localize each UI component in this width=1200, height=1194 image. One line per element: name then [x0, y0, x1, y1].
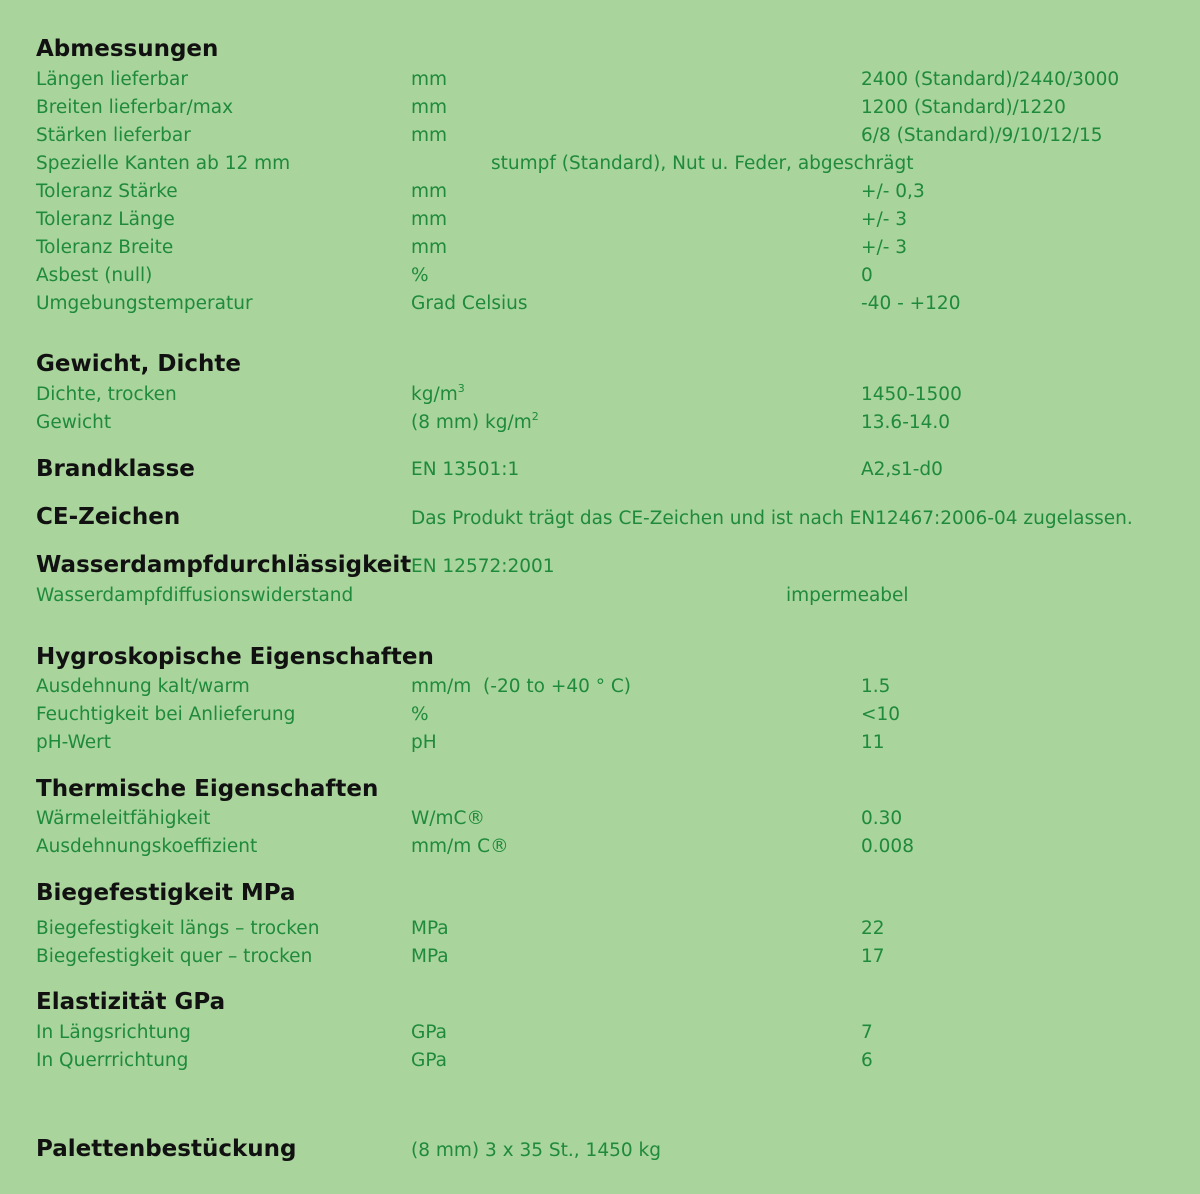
row-value: 1450-1500	[861, 384, 962, 405]
row-label: Toleranz Stärke	[36, 181, 178, 202]
row-feuchtigkeit	[0, 704, 1200, 732]
row-unit: mm	[411, 69, 448, 90]
row-dichte	[0, 384, 1200, 412]
row-unit: mm	[411, 237, 448, 258]
row-label: Wasserdampfdiffusionswiderstand	[36, 585, 354, 606]
row-value: <10	[861, 704, 901, 725]
row-unit: mm/m C®	[411, 836, 509, 857]
heading-ce-zeichen: CE-Zeichen	[36, 504, 181, 530]
row-value: impermeabel	[786, 585, 909, 606]
row-staerken	[0, 125, 1200, 153]
row-label: Ausdehnung kalt/warm	[36, 676, 250, 697]
row-value: 17	[861, 946, 885, 967]
row-value: 1.5	[861, 676, 891, 697]
unit-text: kg/m	[411, 384, 458, 405]
row-value: 0.30	[861, 808, 903, 829]
row-label: Dichte, trocken	[36, 384, 177, 405]
heading-wasserdampf: Wasserdampfdurchlässigkeit	[36, 552, 412, 578]
heading-abmessungen: Abmessungen	[36, 36, 219, 62]
row-biege-quer	[0, 946, 1200, 974]
row-ausdehnung	[0, 676, 1200, 704]
row-label: Toleranz Länge	[36, 209, 175, 230]
row-unit	[411, 412, 539, 433]
row-value: 13.6-14.0	[861, 412, 951, 433]
row-label: Wärmeleitfähigkeit	[36, 808, 211, 829]
row-breiten	[0, 97, 1200, 125]
row-value: -40 - +120	[861, 293, 961, 314]
row-unit	[411, 384, 465, 405]
heading-biegefestigkeit: Biegefestigkeit MPa	[36, 880, 296, 906]
row-label: In Querrrichtung	[36, 1050, 189, 1071]
row-umgebungstemperatur	[0, 293, 1200, 321]
row-value: 6/8 (Standard)/9/10/12/15	[861, 125, 1103, 146]
row-laengsrichtung	[0, 1022, 1200, 1050]
row-toleranz-breite	[0, 237, 1200, 265]
row-unit: MPa	[411, 946, 449, 967]
row-value: 0	[861, 265, 873, 286]
row-label: pH-Wert	[36, 732, 112, 753]
row-toleranz-staerke	[0, 181, 1200, 209]
row-value: A2,s1-d0	[861, 459, 943, 480]
row-unit: GPa	[411, 1022, 447, 1043]
row-value: 22	[861, 918, 885, 939]
row-ausdehnungskoeffizient	[0, 836, 1200, 864]
heading-gewicht-dichte: Gewicht, Dichte	[36, 351, 241, 377]
row-unit: mm	[411, 125, 448, 146]
row-label: Feuchtigkeit bei Anlieferung	[36, 704, 296, 725]
row-asbest	[0, 265, 1200, 293]
row-kanten	[0, 153, 1200, 181]
row-waermeleitfaehigkeit	[0, 808, 1200, 836]
row-value: 6	[861, 1050, 873, 1071]
row-ph-wert	[0, 732, 1200, 760]
ce-text: Das Produkt trägt das CE-Zeichen und ist nach EN12467:2006-04 zugelassen.	[411, 508, 1133, 529]
row-label: Stärken lieferbar	[36, 125, 191, 146]
row-unit: mm	[411, 209, 448, 230]
unit-superscript: 3	[457, 382, 465, 395]
row-wasserdampfdiffusion	[0, 585, 1200, 613]
row-unit: %	[411, 704, 429, 725]
row-gewicht	[0, 412, 1200, 440]
row-label: Breiten lieferbar/max	[36, 97, 234, 118]
row-value: +/- 3	[861, 237, 908, 258]
unit-text: (8 mm) kg/m	[411, 412, 532, 433]
palette-text: (8 mm) 3 x 35 St., 1450 kg	[411, 1140, 661, 1161]
row-unit: %	[411, 265, 429, 286]
row-unit: mm	[411, 181, 448, 202]
row-value: stumpf (Standard), Nut u. Feder, abgeschrägt	[491, 153, 914, 174]
heading-thermisch: Thermische Eigenschaften	[36, 776, 379, 802]
row-unit: MPa	[411, 918, 449, 939]
row-label: Gewicht	[36, 412, 112, 433]
row-unit: EN 13501:1	[411, 459, 520, 480]
row-unit: W/mC®	[411, 808, 485, 829]
row-label: Längen lieferbar	[36, 69, 188, 90]
row-value: +/- 0,3	[861, 181, 925, 202]
row-label: Biegefestigkeit quer – trocken	[36, 946, 313, 967]
row-unit: pH	[411, 732, 437, 753]
row-toleranz-laenge	[0, 209, 1200, 237]
unit-superscript: 2	[531, 410, 539, 423]
row-unit: Grad Celsius	[411, 293, 528, 314]
row-laengen	[0, 69, 1200, 97]
row-value: 2400 (Standard)/2440/3000	[861, 69, 1120, 90]
row-value: +/- 3	[861, 209, 908, 230]
row-querrichtung	[0, 1050, 1200, 1078]
wasserdampf-standard: EN 12572:2001	[411, 556, 555, 577]
heading-hygroskopisch: Hygroskopische Eigenschaften	[36, 644, 434, 670]
row-value: 1200 (Standard)/1220	[861, 97, 1066, 118]
row-label: In Längsrichtung	[36, 1022, 191, 1043]
heading-palettenbestueckung: Palettenbestückung	[36, 1136, 297, 1162]
row-label: Spezielle Kanten ab 12 mm	[36, 153, 291, 174]
row-label: Biegefestigkeit längs – trocken	[36, 918, 320, 939]
row-unit: GPa	[411, 1050, 447, 1071]
row-value: 7	[861, 1022, 873, 1043]
row-label: Ausdehnungskoeffizient	[36, 836, 258, 857]
row-biege-laengs	[0, 918, 1200, 946]
row-brandklasse	[0, 459, 1200, 487]
heading-brandklasse: Brandklasse	[36, 456, 195, 482]
row-unit: mm	[411, 97, 448, 118]
row-label: Umgebungstemperatur	[36, 293, 253, 314]
row-value: 11	[861, 732, 885, 753]
row-unit: mm/m (-20 to +40 ° C)	[411, 676, 632, 697]
heading-elastizitaet: Elastizität GPa	[36, 989, 226, 1015]
row-label: Asbest (null)	[36, 265, 153, 286]
row-label: Toleranz Breite	[36, 237, 174, 258]
row-value: 0.008	[861, 836, 914, 857]
